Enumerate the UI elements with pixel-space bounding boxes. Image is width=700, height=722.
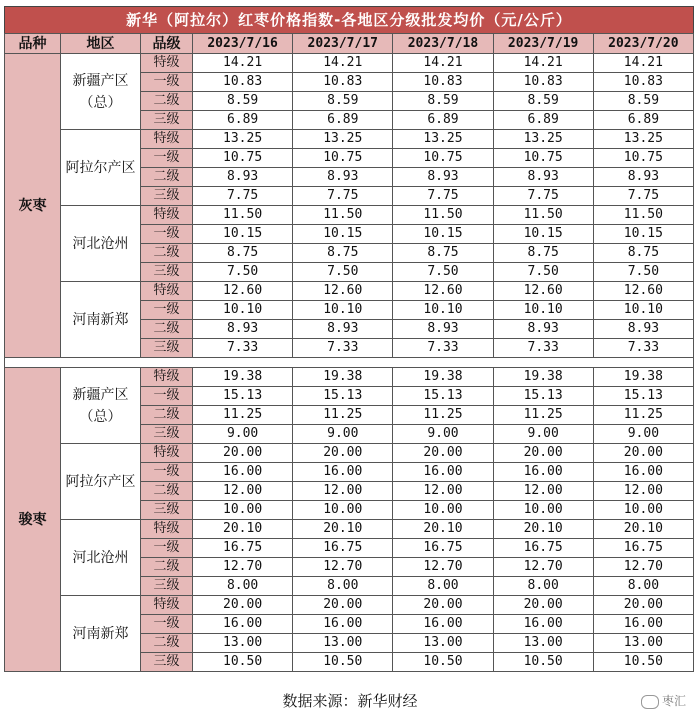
price-cell: 9.00 [393, 425, 493, 444]
grade-cell: 二级 [141, 406, 193, 425]
price-cell: 13.25 [493, 130, 593, 149]
price-cell: 10.50 [193, 653, 293, 672]
grade-cell: 一级 [141, 301, 193, 320]
price-cell: 10.10 [393, 301, 493, 320]
price-cell: 11.25 [193, 406, 293, 425]
price-cell: 20.00 [493, 444, 593, 463]
price-cell: 11.25 [293, 406, 393, 425]
price-cell: 10.75 [293, 149, 393, 168]
price-cell: 7.75 [193, 187, 293, 206]
price-cell: 20.00 [293, 444, 393, 463]
header-date: 2023/7/16 [193, 34, 293, 54]
price-cell: 20.10 [393, 520, 493, 539]
price-cell: 16.00 [193, 463, 293, 482]
price-cell: 9.00 [193, 425, 293, 444]
price-cell: 15.13 [593, 387, 693, 406]
price-cell: 7.50 [193, 263, 293, 282]
price-cell: 12.60 [393, 282, 493, 301]
grade-cell: 三级 [141, 187, 193, 206]
price-cell: 8.93 [293, 320, 393, 339]
watermark [641, 692, 686, 709]
price-cell: 7.75 [493, 187, 593, 206]
table-row [5, 368, 694, 387]
table-title: 新华（阿拉尔）红枣价格指数-各地区分级批发均价（元/公斤） [4, 6, 694, 33]
price-cell: 8.00 [493, 577, 593, 596]
grade-cell: 三级 [141, 339, 193, 358]
price-cell: 6.89 [393, 111, 493, 130]
price-cell: 16.00 [593, 463, 693, 482]
price-cell: 8.75 [193, 244, 293, 263]
table-row [5, 54, 694, 73]
price-cell: 20.00 [493, 596, 593, 615]
price-cell: 10.10 [293, 301, 393, 320]
price-cell: 12.60 [593, 282, 693, 301]
price-cell: 10.75 [493, 149, 593, 168]
grade-cell: 一级 [141, 149, 193, 168]
grade-cell: 特级 [141, 206, 193, 225]
price-cell: 11.50 [293, 206, 393, 225]
price-cell: 13.00 [393, 634, 493, 653]
price-cell: 10.50 [393, 653, 493, 672]
price-cell: 12.60 [193, 282, 293, 301]
grade-cell: 一级 [141, 615, 193, 634]
price-cell: 19.38 [293, 368, 393, 387]
grade-cell: 一级 [141, 463, 193, 482]
price-cell: 11.25 [393, 406, 493, 425]
price-cell: 12.00 [593, 482, 693, 501]
price-cell: 13.25 [393, 130, 493, 149]
price-cell: 10.50 [493, 653, 593, 672]
price-cell: 12.70 [493, 558, 593, 577]
price-cell: 12.00 [393, 482, 493, 501]
watermark-text: 枣汇 [661, 694, 686, 708]
price-cell: 8.93 [193, 168, 293, 187]
table-row [5, 206, 694, 225]
price-cell: 11.50 [593, 206, 693, 225]
price-cell: 8.75 [493, 244, 593, 263]
price-cell: 14.21 [393, 54, 493, 73]
region-cell: 河北沧州 [61, 206, 141, 282]
price-cell: 11.50 [493, 206, 593, 225]
price-cell: 16.00 [493, 463, 593, 482]
price-cell: 7.50 [293, 263, 393, 282]
grade-cell: 二级 [141, 482, 193, 501]
price-cell: 10.10 [593, 301, 693, 320]
grade-cell: 三级 [141, 425, 193, 444]
price-cell: 10.15 [293, 225, 393, 244]
price-cell: 10.50 [293, 653, 393, 672]
grade-cell: 特级 [141, 130, 193, 149]
grade-cell: 三级 [141, 111, 193, 130]
price-cell: 13.25 [193, 130, 293, 149]
price-cell: 11.25 [493, 406, 593, 425]
price-cell: 19.38 [493, 368, 593, 387]
price-cell: 13.00 [493, 634, 593, 653]
grade-cell: 特级 [141, 368, 193, 387]
variety-cell: 骏枣 [5, 368, 61, 672]
table-row [5, 520, 694, 539]
price-cell: 12.60 [293, 282, 393, 301]
price-cell: 15.13 [493, 387, 593, 406]
price-cell: 10.00 [493, 501, 593, 520]
price-cell: 7.50 [493, 263, 593, 282]
price-cell: 7.33 [393, 339, 493, 358]
price-cell: 20.00 [193, 444, 293, 463]
price-cell: 7.75 [593, 187, 693, 206]
price-cell: 13.25 [593, 130, 693, 149]
price-cell: 10.75 [193, 149, 293, 168]
grade-cell: 三级 [141, 577, 193, 596]
grade-cell: 二级 [141, 634, 193, 653]
grade-cell: 特级 [141, 444, 193, 463]
price-cell: 14.21 [293, 54, 393, 73]
grade-cell: 三级 [141, 263, 193, 282]
price-cell: 10.75 [393, 149, 493, 168]
price-cell: 8.59 [593, 92, 693, 111]
price-cell: 6.89 [293, 111, 393, 130]
price-cell: 8.00 [593, 577, 693, 596]
price-cell: 8.93 [493, 320, 593, 339]
grade-cell: 特级 [141, 596, 193, 615]
price-table-container [4, 6, 694, 672]
grade-cell: 一级 [141, 387, 193, 406]
price-cell: 10.00 [593, 501, 693, 520]
price-cell: 20.00 [193, 596, 293, 615]
price-cell: 12.00 [293, 482, 393, 501]
price-cell: 16.00 [293, 615, 393, 634]
header-date: 2023/7/17 [293, 34, 393, 54]
region-cell: 新疆产区（总） [61, 54, 141, 130]
grade-cell: 特级 [141, 54, 193, 73]
price-cell: 8.75 [293, 244, 393, 263]
price-cell: 10.00 [293, 501, 393, 520]
price-cell: 16.75 [593, 539, 693, 558]
grade-cell: 一级 [141, 225, 193, 244]
price-cell: 20.10 [293, 520, 393, 539]
grade-cell: 二级 [141, 320, 193, 339]
price-cell: 15.13 [193, 387, 293, 406]
price-cell: 10.15 [393, 225, 493, 244]
price-cell: 13.00 [593, 634, 693, 653]
price-cell: 8.59 [293, 92, 393, 111]
price-cell: 20.10 [593, 520, 693, 539]
price-cell: 10.50 [593, 653, 693, 672]
price-cell: 14.21 [193, 54, 293, 73]
grade-cell: 一级 [141, 539, 193, 558]
price-cell: 8.00 [193, 577, 293, 596]
price-cell: 11.50 [393, 206, 493, 225]
price-cell: 10.83 [193, 73, 293, 92]
price-cell: 10.75 [593, 149, 693, 168]
price-cell: 10.15 [493, 225, 593, 244]
price-cell: 8.75 [593, 244, 693, 263]
price-cell: 10.10 [193, 301, 293, 320]
price-cell: 10.00 [393, 501, 493, 520]
price-cell: 8.75 [393, 244, 493, 263]
price-cell: 11.25 [593, 406, 693, 425]
price-cell: 7.50 [393, 263, 493, 282]
price-cell: 8.00 [293, 577, 393, 596]
section-gap [5, 358, 694, 368]
region-cell: 新疆产区（总） [61, 368, 141, 444]
header-date: 2023/7/20 [593, 34, 693, 54]
price-cell: 6.89 [493, 111, 593, 130]
gap-cell [5, 358, 694, 368]
region-cell: 阿拉尔产区 [61, 130, 141, 206]
grade-cell: 特级 [141, 520, 193, 539]
price-cell: 13.00 [293, 634, 393, 653]
region-cell: 河南新郑 [61, 596, 141, 672]
price-cell: 7.33 [493, 339, 593, 358]
price-cell: 7.50 [593, 263, 693, 282]
price-cell: 8.93 [593, 168, 693, 187]
price-cell: 8.00 [393, 577, 493, 596]
price-cell: 20.10 [193, 520, 293, 539]
price-cell: 10.83 [593, 73, 693, 92]
price-table [4, 33, 694, 672]
grade-cell: 一级 [141, 73, 193, 92]
price-cell: 6.89 [193, 111, 293, 130]
price-cell: 10.83 [393, 73, 493, 92]
price-cell: 10.83 [293, 73, 393, 92]
header-region: 地区 [61, 34, 141, 54]
price-cell: 10.15 [593, 225, 693, 244]
table-row [5, 282, 694, 301]
header-grade: 品级 [141, 34, 193, 54]
price-cell: 16.00 [593, 615, 693, 634]
wechat-icon [641, 695, 659, 709]
price-cell: 7.33 [293, 339, 393, 358]
price-cell: 9.00 [593, 425, 693, 444]
price-cell: 19.38 [393, 368, 493, 387]
table-row [5, 444, 694, 463]
header-date: 2023/7/18 [393, 34, 493, 54]
price-cell: 8.93 [493, 168, 593, 187]
price-cell: 12.00 [493, 482, 593, 501]
price-cell: 15.13 [293, 387, 393, 406]
price-cell: 8.93 [193, 320, 293, 339]
price-cell: 14.21 [493, 54, 593, 73]
price-cell: 7.33 [193, 339, 293, 358]
price-cell: 19.38 [193, 368, 293, 387]
price-cell: 8.93 [293, 168, 393, 187]
price-cell: 10.10 [493, 301, 593, 320]
price-cell: 12.70 [193, 558, 293, 577]
price-cell: 12.60 [493, 282, 593, 301]
price-cell: 20.10 [493, 520, 593, 539]
price-cell: 11.50 [193, 206, 293, 225]
price-cell: 15.13 [393, 387, 493, 406]
price-cell: 6.89 [593, 111, 693, 130]
grade-cell: 特级 [141, 282, 193, 301]
price-cell: 8.93 [393, 320, 493, 339]
table-row [5, 596, 694, 615]
price-cell: 16.00 [493, 615, 593, 634]
region-cell: 河北沧州 [61, 520, 141, 596]
price-cell: 9.00 [493, 425, 593, 444]
price-cell: 16.00 [393, 463, 493, 482]
table-row [5, 130, 694, 149]
header-variety: 品种 [5, 34, 61, 54]
price-cell: 8.93 [593, 320, 693, 339]
price-cell: 9.00 [293, 425, 393, 444]
price-cell: 20.00 [393, 596, 493, 615]
price-cell: 12.00 [193, 482, 293, 501]
price-cell: 16.00 [393, 615, 493, 634]
price-cell: 7.75 [393, 187, 493, 206]
price-cell: 7.75 [293, 187, 393, 206]
price-cell: 20.00 [593, 444, 693, 463]
price-cell: 20.00 [593, 596, 693, 615]
grade-cell: 二级 [141, 244, 193, 263]
grade-cell: 二级 [141, 168, 193, 187]
price-cell: 7.33 [593, 339, 693, 358]
price-cell: 10.00 [193, 501, 293, 520]
price-cell: 13.00 [193, 634, 293, 653]
header-date: 2023/7/19 [493, 34, 593, 54]
price-cell: 12.70 [293, 558, 393, 577]
price-cell: 16.75 [493, 539, 593, 558]
price-cell: 10.15 [193, 225, 293, 244]
price-cell: 12.70 [593, 558, 693, 577]
price-cell: 12.70 [393, 558, 493, 577]
price-cell: 8.59 [193, 92, 293, 111]
price-cell: 16.00 [193, 615, 293, 634]
price-cell: 16.75 [193, 539, 293, 558]
price-cell: 8.93 [393, 168, 493, 187]
price-cell: 8.59 [393, 92, 493, 111]
price-cell: 10.83 [493, 73, 593, 92]
price-cell: 16.75 [293, 539, 393, 558]
price-cell: 16.75 [393, 539, 493, 558]
grade-cell: 三级 [141, 653, 193, 672]
data-source: 数据来源：新华财经 [282, 692, 418, 710]
region-cell: 阿拉尔产区 [61, 444, 141, 520]
header-row [5, 34, 694, 54]
grade-cell: 三级 [141, 501, 193, 520]
grade-cell: 二级 [141, 558, 193, 577]
price-cell: 20.00 [293, 596, 393, 615]
price-cell: 19.38 [593, 368, 693, 387]
variety-cell: 灰枣 [5, 54, 61, 358]
price-cell: 8.59 [493, 92, 593, 111]
price-cell: 16.00 [293, 463, 393, 482]
price-cell: 20.00 [393, 444, 493, 463]
region-cell: 河南新郑 [61, 282, 141, 358]
price-cell: 14.21 [593, 54, 693, 73]
grade-cell: 二级 [141, 92, 193, 111]
price-cell: 13.25 [293, 130, 393, 149]
